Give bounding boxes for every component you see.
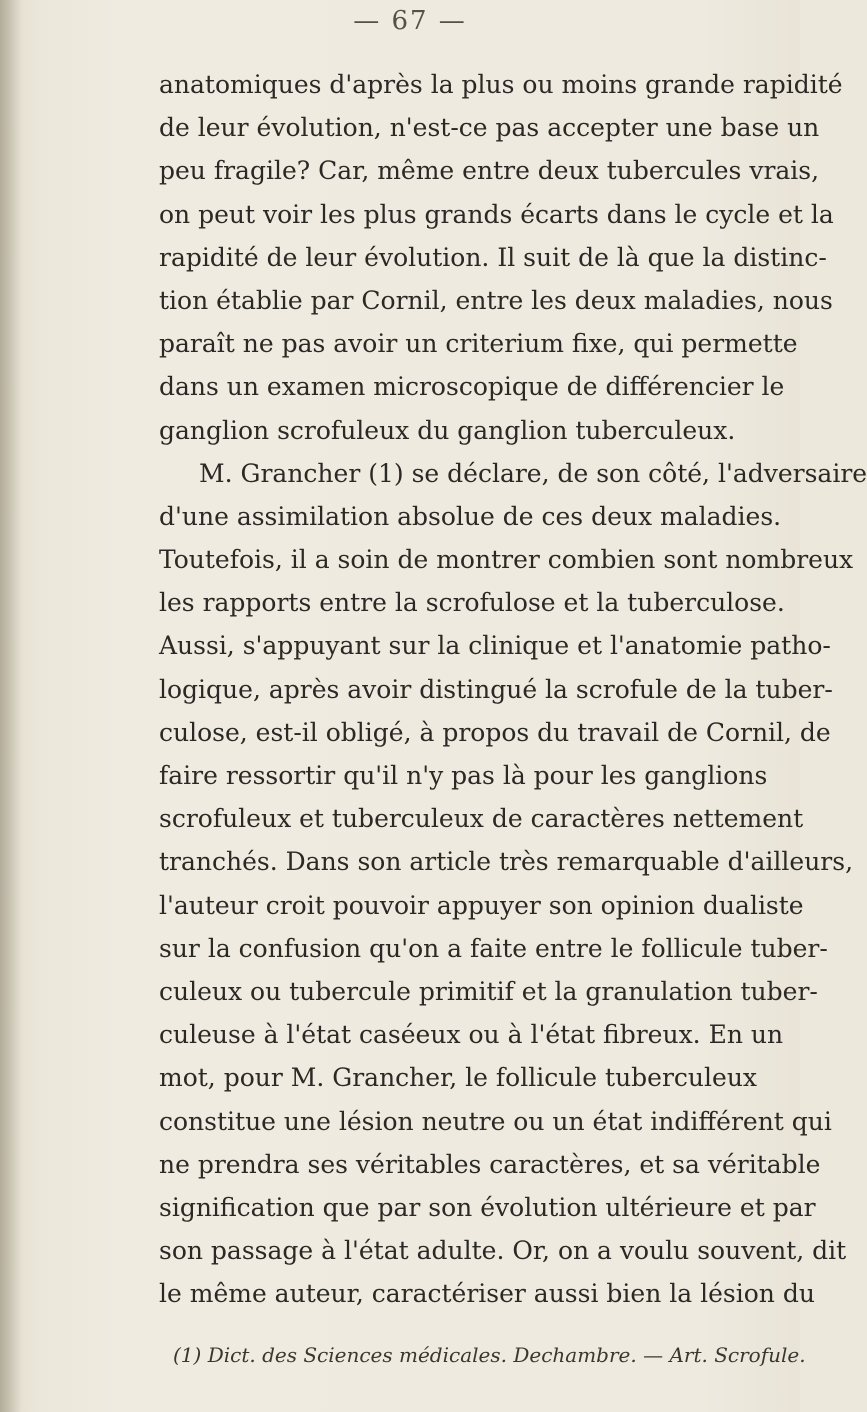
text-line: dans un examen microscopique de différencier le — [159, 372, 785, 402]
text-line: ne prendra ses véritables caractères, et sa véritable — [159, 1149, 821, 1179]
text-line: de leur évolution, n'est-ce pas accepter une base un — [159, 113, 820, 143]
text-line: son passage à l'état adulte. Or, on a voulu souvent, dit — [159, 1236, 847, 1266]
text-line: l'auteur croit pouvoir appuyer son opinion dualiste — [159, 890, 804, 920]
text-line: ganglion scrofuleux du ganglion tuberculeux. — [159, 415, 736, 445]
text-line: scrofuleux et tuberculeux de caractères nettement — [159, 804, 804, 834]
text-line: les rapports entre la scrofulose et la tuberculose. — [159, 588, 785, 618]
text-line: paraît ne pas avoir un criterium fixe, qui permette — [159, 329, 798, 359]
text-line: signification que par son évolution ultérieure et par — [159, 1192, 816, 1222]
text-line: culeux ou tubercule primitif et la granulation tuber- — [159, 976, 818, 1006]
text-line: logique, après avoir distingué la scrofule de la tuber- — [159, 674, 833, 704]
text-line: peu fragile? Car, même entre deux tubercules vrais, — [159, 156, 820, 186]
text-line: d'une assimilation absolue de ces deux maladies. — [159, 501, 782, 531]
text-line: sur la confusion qu'on a faite entre le follicule tuber- — [159, 933, 828, 963]
text-line: on peut voir les plus grands écarts dans le cycle et la — [159, 199, 834, 229]
text-line: le même auteur, caractériser aussi bien la lésion du — [159, 1279, 815, 1309]
text-line: mot, pour M. Grancher, le follicule tuberculeux — [159, 1063, 758, 1093]
text-line: constitue une lésion neutre ou un état indifférent qui — [159, 1106, 832, 1136]
page-number: — 67 — — [353, 6, 467, 36]
text-line: culeuse à l'état caséeux ou à l'état fibreux. En un — [159, 1020, 784, 1050]
text-line: tranchés. Dans son article très remarquable d'ailleurs, — [159, 847, 854, 877]
text-line: faire ressortir qu'il n'y pas là pour les ganglions — [159, 761, 768, 790]
text-line: Aussi, s'appuyant sur la clinique et l'anatomie patho- — [159, 631, 831, 661]
text-line: M. Grancher (1) se déclare, de son côté, l'adversaire — [199, 458, 867, 488]
footnote: (1) Dict. des Sciences médicales. Dechambre. — Art. Scrofule. — [173, 1343, 806, 1367]
text-line: culose, est-il obligé, à propos du travail de Cornil, de — [159, 717, 831, 747]
text-line: tion établie par Cornil, entre les deux maladies, nous — [159, 285, 833, 315]
text-line: anatomiques d'après la plus ou moins grande rapidité — [159, 70, 843, 99]
text-line: Toutefois, il a soin de montrer combien sont nombreux — [159, 545, 854, 575]
body-text — [159, 63, 867, 1315]
binding-shadow — [0, 0, 22, 1412]
text-line: rapidité de leur évolution. Il suit de là que la distinc- — [159, 242, 827, 272]
